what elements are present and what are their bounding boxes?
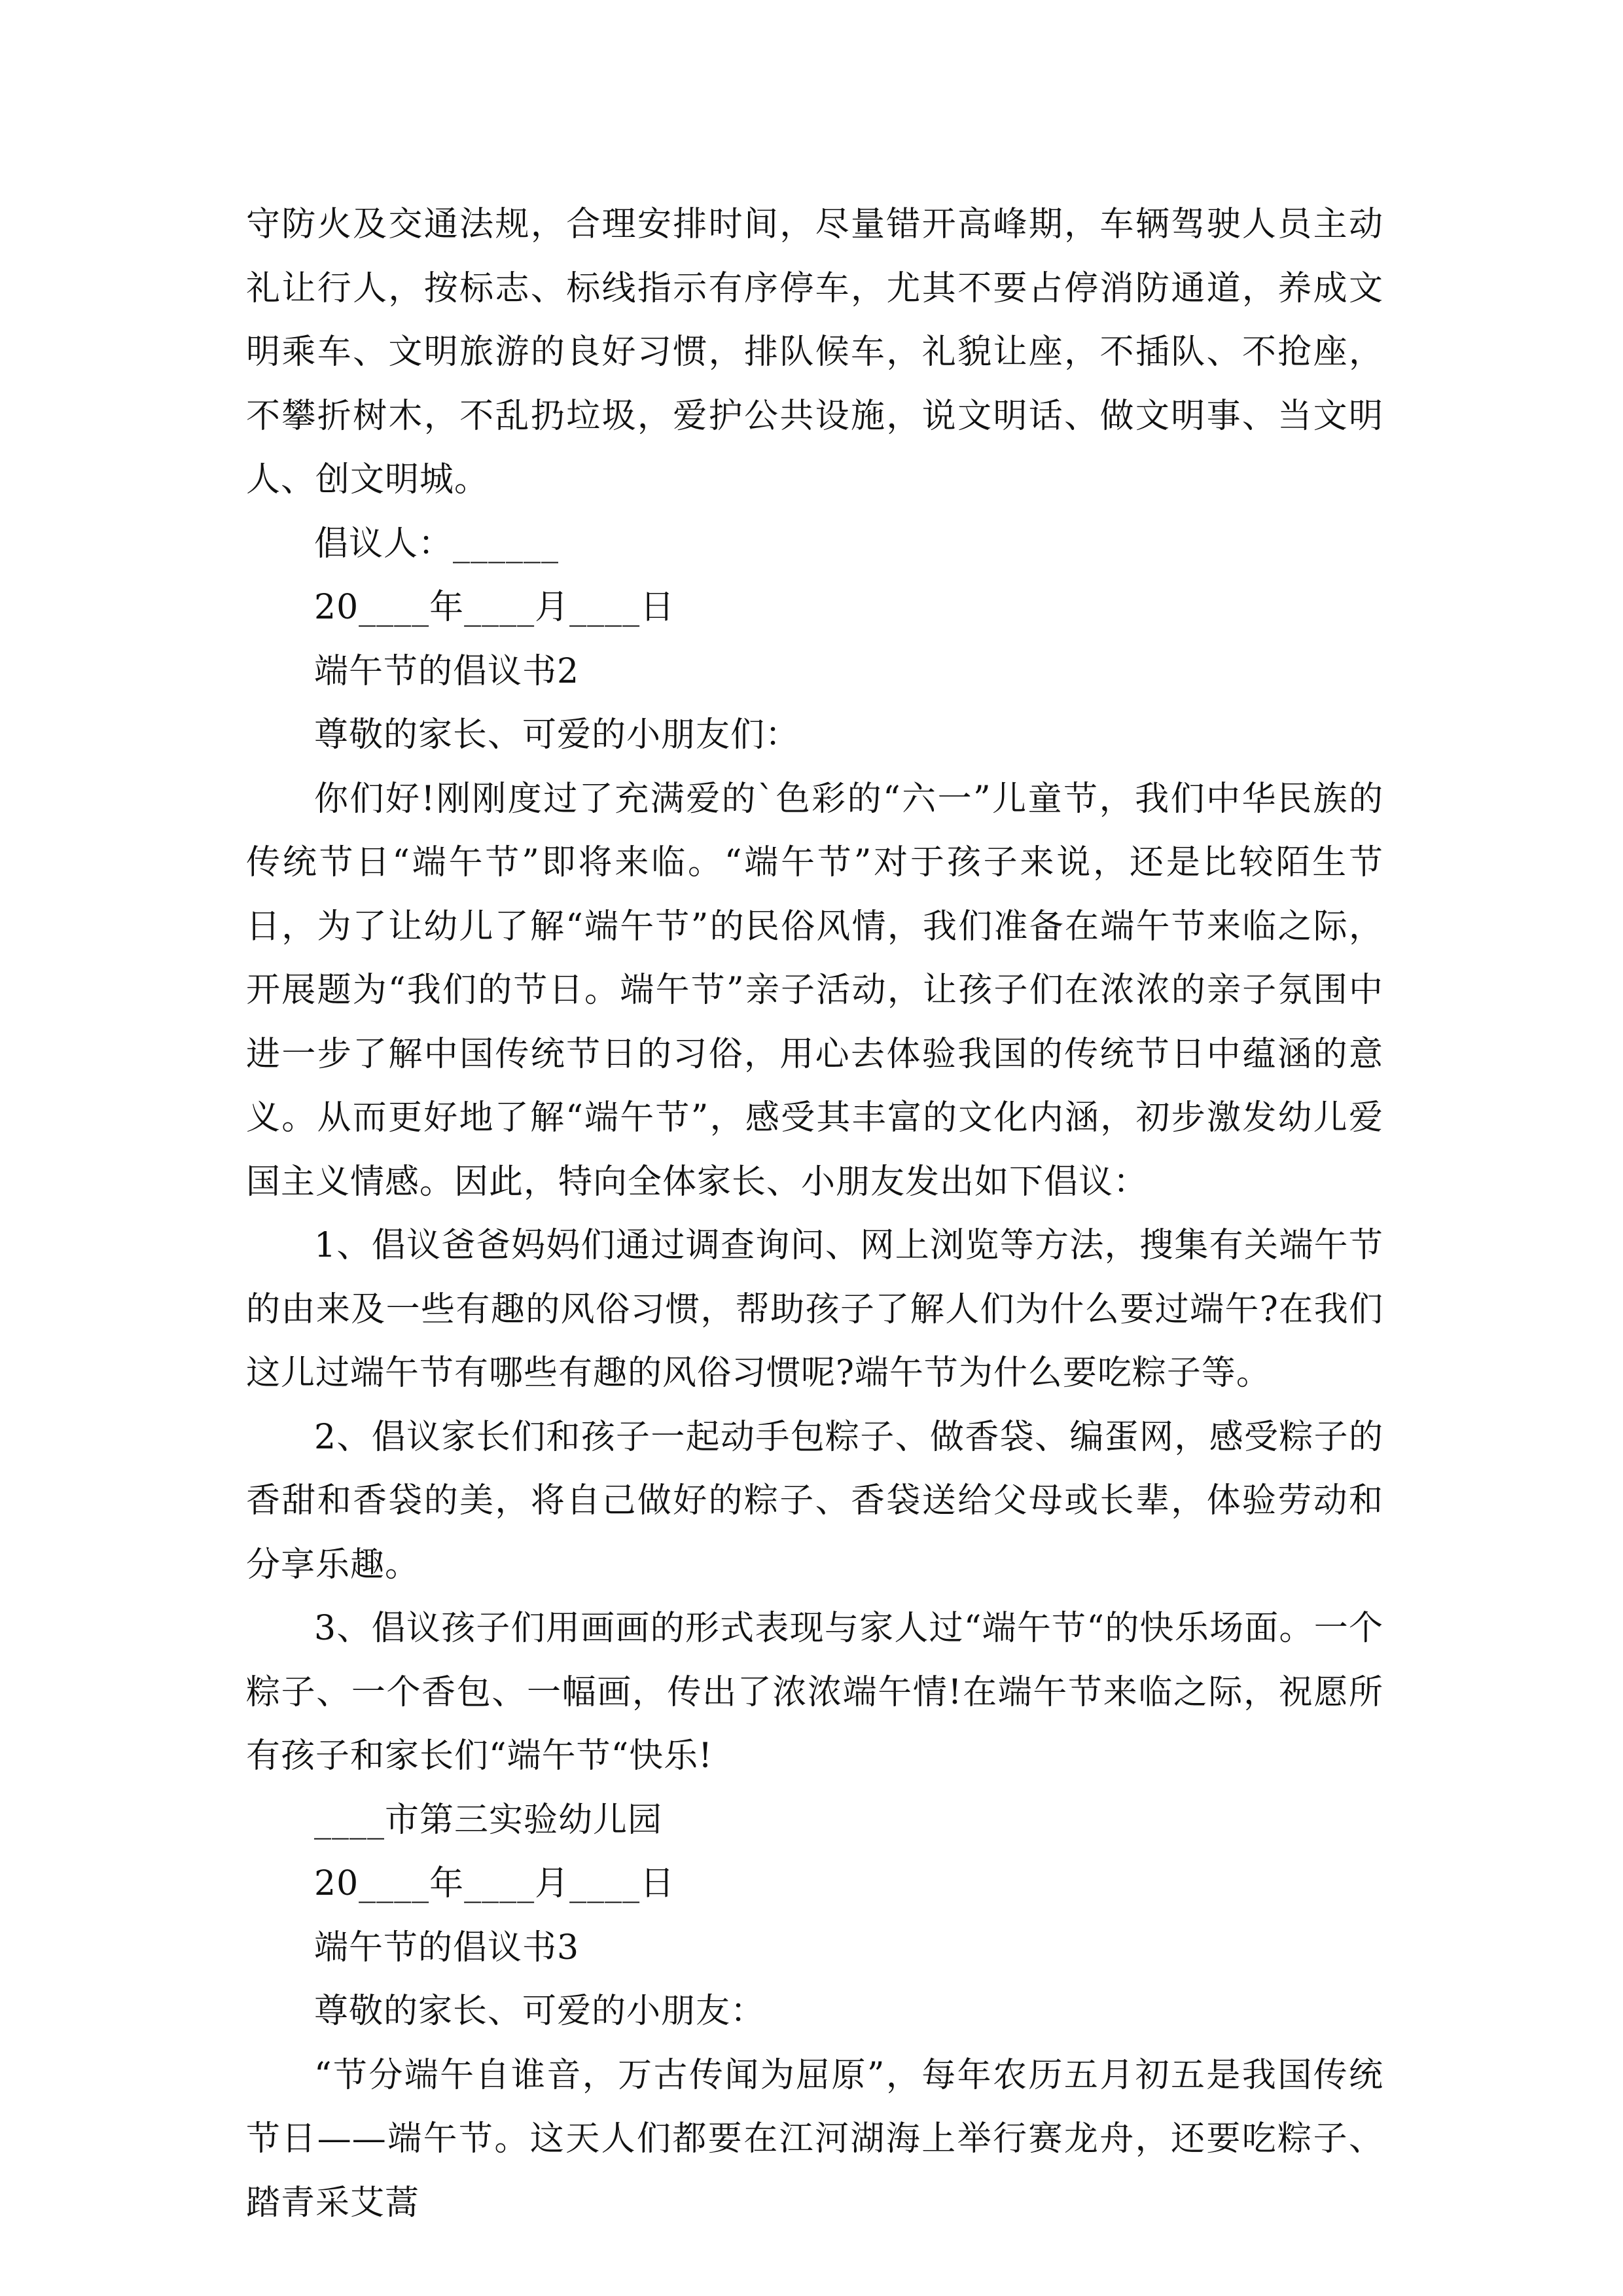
salutation: 尊敬的家长、可爱的小朋友们：: [314, 715, 800, 755]
salutation: 尊敬的家长、可爱的小朋友：: [314, 1992, 766, 2031]
signature-line: 倡议人：______: [314, 524, 560, 564]
paragraph: 1、倡议爸爸妈妈们通过调查询问、网上浏览等方法，搜集有关端午节的由来及一些有趣的风俗习惯，帮助孩子了解人们为什么要过端午?在我们这儿过端午节有哪些有趣的风俗习惯呢?端午节为什么要吃粽子等。: [246, 1226, 1383, 1393]
date-line: 20____年____月____日: [314, 588, 675, 627]
date-line: 20____年____月____日: [314, 1864, 675, 1903]
document-body: [246, 193, 1383, 2235]
organization-line: ____市第三实验幼儿园: [314, 1800, 663, 1840]
section-title: 端午节的倡议书2: [314, 651, 580, 691]
paragraph: 守防火及交通法规，合理安排时间，尽量错开高峰期，车辆驾驶人员主动礼让行人，按标志、标线指示有序停车，尤其不要占停消防通道，养成文明乘车、文明旅游的良好习惯，排队候车，礼貌让座，不插队、不抢座，不攀折树木，不乱扔垃圾，爱护公共设施，说文明话、做文明事、当文明人、创文明城。: [246, 205, 1383, 499]
paragraph: 2、倡议家长们和孩子一起动手包粽子、做香袋、编蛋网，感受粽子的香甜和香袋的美，将自己做好的粽子、香袋送给父母或长辈，体验劳动和分享乐趣。: [246, 1417, 1383, 1585]
paragraph: 你们好!刚刚度过了充满爱的`色彩的“六一”儿童节，我们中华民族的传统节日“端午节”即将来临。“端午节”对于孩子来说，还是比较陌生节日，为了让幼儿了解“端午节”的民俗风情，我们准备在端午节来临之际，开展题为“我们的节日。端午节”亲子活动，让孩子们在浓浓的亲子氛围中进一步了解中国传统节日的习俗，用心去体验我国的传统节日中蕴涵的意义。从而更好地了解“端午节”，感受其丰富的文化内涵，初步激发幼儿爱国主义情感。因此，特向全体家长、小朋友发出如下倡议：: [246, 779, 1383, 1202]
paragraph: 3、倡议孩子们用画画的形式表现与家人过“端午节“的快乐场面。一个粽子、一个香包、一幅画，传出了浓浓端午情!在端午节来临之际，祝愿所有孩子和家长们“端午节“快乐!: [246, 1609, 1383, 1776]
paragraph: “节分端午自谁音，万古传闻为屈原”，每年农历五月初五是我国传统节日——端午节。这天人们都要在江河湖海上举行赛龙舟，还要吃粽子、踏青采艾蒿: [246, 2055, 1383, 2223]
section-title: 端午节的倡议书3: [314, 1928, 580, 1967]
